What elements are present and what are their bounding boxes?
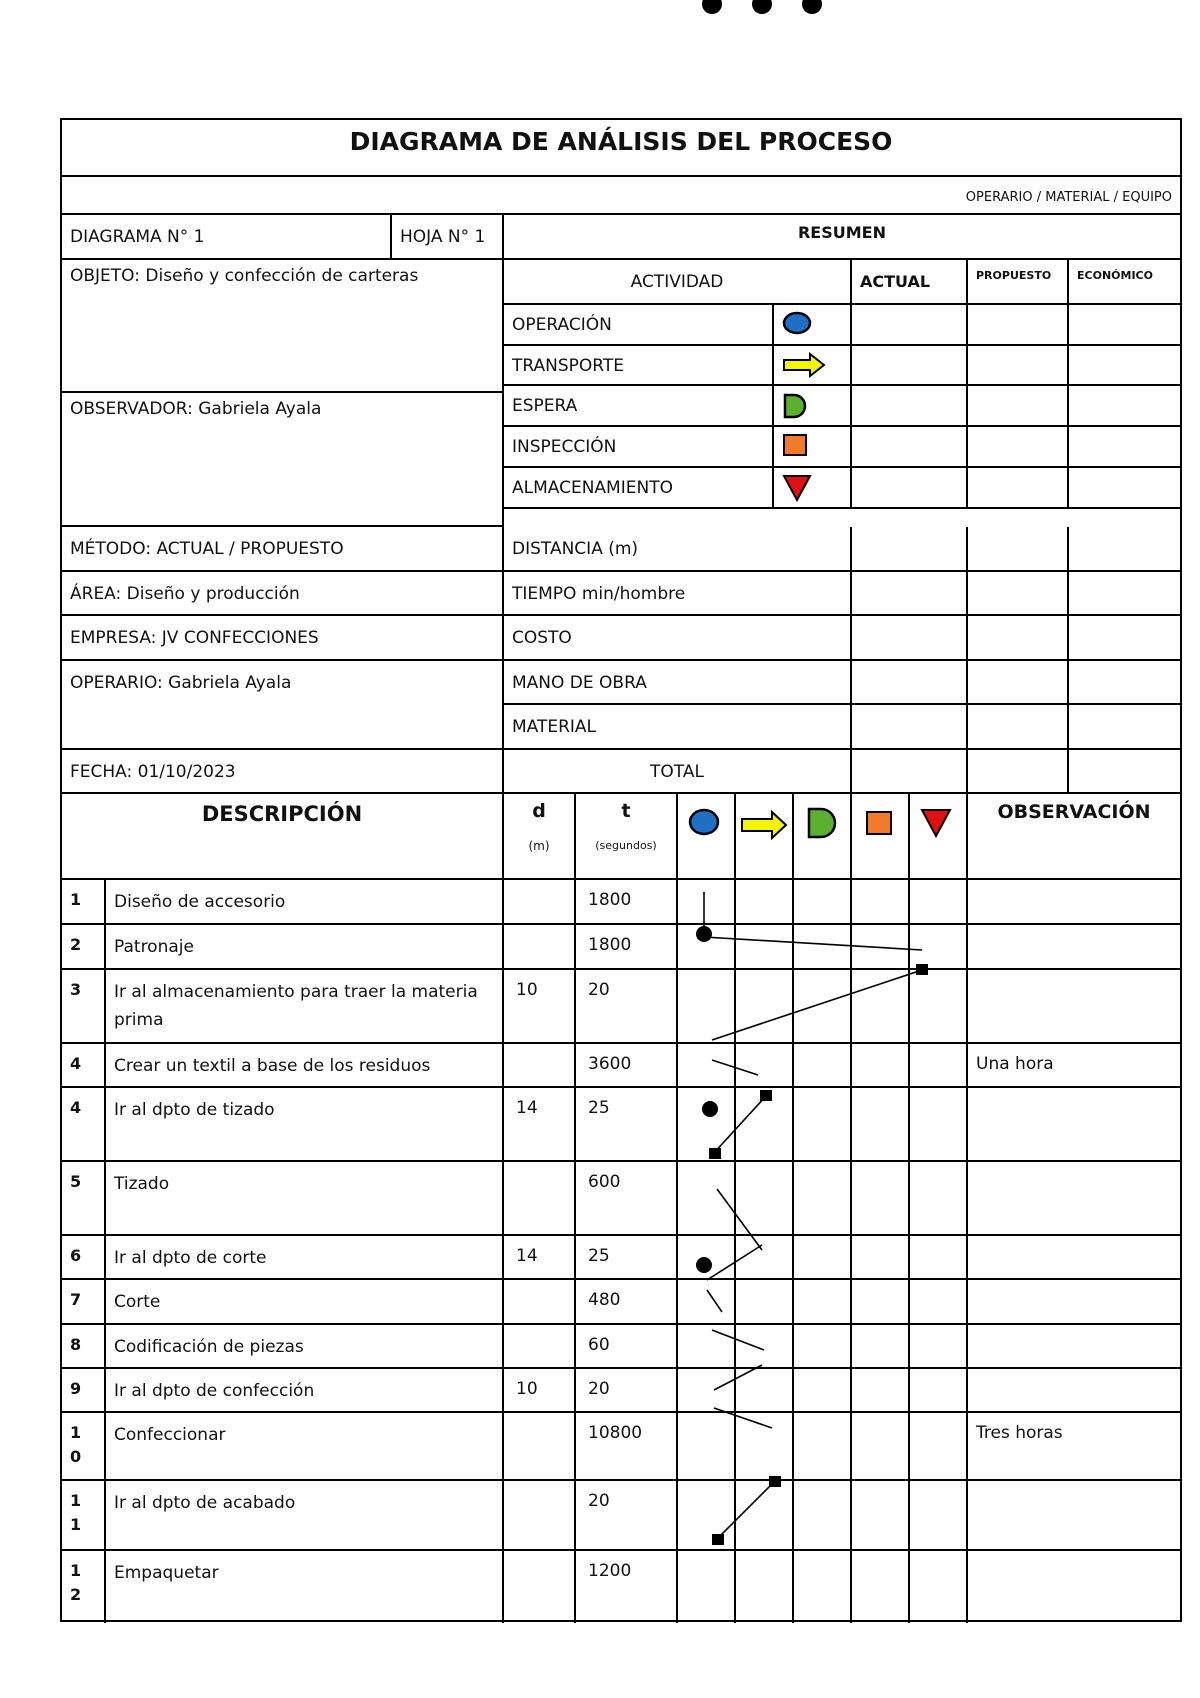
row-time: 1800 [576,880,678,925]
metric-economic-cell [1069,616,1180,661]
metric-actual-cell [852,705,968,750]
row-symbol-cell [910,1481,968,1551]
operation-icon [782,311,814,337]
row-number: 1 1 [62,1481,106,1551]
row-time: 25 [576,1088,678,1162]
row-description: Confeccionar [106,1413,504,1481]
row-description: Ir al dpto de confección [106,1369,504,1413]
row-number: 1 0 [62,1413,106,1481]
activity-actual-cell [852,346,968,386]
row-number: 4 [62,1044,106,1088]
row-observation [968,1551,1180,1623]
row-symbol-cell [910,1325,968,1369]
row-symbol-cell [678,1325,736,1369]
activity-label: ALMACENAMIENTO [504,468,774,509]
row-distance [504,880,576,925]
row-symbol-cell [678,1413,736,1481]
activity-actual-cell [852,305,968,346]
process-analysis-sheet [60,118,1182,1622]
row-distance [504,1044,576,1088]
operation-icon [688,808,724,838]
transport-column-header [736,794,794,880]
row-observation [968,970,1180,1044]
row-distance: 14 [504,1236,576,1280]
row-description: Corte [106,1280,504,1325]
row-symbol-cell [678,1236,736,1280]
row-symbol-cell [910,925,968,970]
row-observation [968,1481,1180,1551]
metric-label: COSTO [504,616,852,661]
total-economic-cell [1069,750,1180,794]
row-observation [968,925,1180,970]
metric-label: MATERIAL [504,705,852,750]
row-distance [504,1280,576,1325]
row-symbol-cell [794,1551,852,1623]
row-symbol-cell [794,1481,852,1551]
wait-d-icon [806,806,840,840]
time-unit: (segundos) [595,839,657,852]
row-description: Tizado [106,1162,504,1236]
metric-proposed-cell [968,527,1069,572]
row-symbol-cell [910,1236,968,1280]
row-symbol-cell [910,1413,968,1481]
row-symbol-cell [736,1481,794,1551]
row-time: 10800 [576,1413,678,1481]
row-symbol-cell [736,880,794,925]
row-observation [968,1088,1180,1162]
row-observation [968,880,1180,925]
observer-field: OBSERVADOR: Gabriela Ayala [62,393,504,527]
activity-symbol-cell [774,305,852,346]
row-symbol-cell [794,1162,852,1236]
activity-label: INSPECCIÓN [504,427,774,468]
activity-proposed-cell [968,305,1069,346]
row-symbol-cell [852,1551,910,1623]
activity-proposed-cell [968,346,1069,386]
row-time: 60 [576,1325,678,1369]
row-symbol-cell [736,1369,794,1413]
distance-header [504,794,576,880]
row-description: Diseño de accesorio [106,880,504,925]
row-symbol-cell [910,1280,968,1325]
row-description: Crear un textil a base de los residuos [106,1044,504,1088]
row-number: 3 [62,970,106,1044]
company-field: EMPRESA: JV CONFECCIONES [62,616,504,661]
row-symbol-cell [910,1088,968,1162]
row-symbol-cell [794,1325,852,1369]
row-description: Ir al dpto de tizado [106,1088,504,1162]
row-symbol-cell [852,1236,910,1280]
row-time: 3600 [576,1044,678,1088]
row-symbol-cell [678,925,736,970]
row-distance: 14 [504,1088,576,1162]
metric-proposed-cell [968,661,1069,705]
storage-triangle-icon [920,808,954,838]
activity-actual-cell [852,468,968,509]
row-symbol-cell [736,970,794,1044]
row-number: 2 [62,925,106,970]
row-observation: Tres horas [968,1413,1180,1481]
row-symbol-cell [678,1481,736,1551]
row-symbol-cell [678,1044,736,1088]
row-symbol-cell [910,1551,968,1623]
row-symbol-cell [794,1413,852,1481]
activity-label: TRANSPORTE [504,346,774,386]
row-distance [504,1325,576,1369]
wait-column-header [794,794,852,880]
metric-label: TIEMPO min/hombre [504,572,852,616]
metric-proposed-cell [968,572,1069,616]
row-distance [504,1481,576,1551]
row-symbol-cell [794,1088,852,1162]
row-symbol-cell [794,1280,852,1325]
description-header: DESCRIPCIÓN [62,794,504,880]
row-observation [968,1280,1180,1325]
storage-column-header [910,794,968,880]
row-symbol-cell [852,1280,910,1325]
activity-symbol-cell [774,346,852,386]
inspection-square-icon [782,433,810,459]
row-symbol-cell [852,1413,910,1481]
metric-actual-cell [852,616,968,661]
sheet-number: HOJA N° 1 [392,215,504,260]
row-time: 25 [576,1236,678,1280]
distance-symbol: d [532,800,546,822]
row-symbol-cell [736,1162,794,1236]
proposed-header: PROPUESTO [968,260,1069,305]
activity-actual-cell [852,386,968,427]
document-subtitle: OPERARIO / MATERIAL / EQUIPO [62,177,1180,215]
metric-economic-cell [1069,661,1180,705]
storage-triangle-icon [782,474,814,502]
dot-icon [802,0,822,14]
row-distance: 10 [504,970,576,1044]
row-description: Ir al dpto de corte [106,1236,504,1280]
metric-proposed-cell [968,616,1069,661]
document-title: DIAGRAMA DE ANÁLISIS DEL PROCESO [62,120,1180,177]
activity-economic-cell [1069,468,1180,509]
inspection-column-header [852,794,910,880]
activity-symbol-cell [774,427,852,468]
object-field: OBJETO: Diseño y confección de carteras [62,260,504,393]
row-time: 600 [576,1162,678,1236]
area-field: ÁREA: Diseño y producción [62,572,504,616]
row-symbol-cell [794,1044,852,1088]
row-symbol-cell [678,1369,736,1413]
row-description: Ir al dpto de acabado [106,1481,504,1551]
row-symbol-cell [910,1162,968,1236]
row-description: Ir al almacenamiento para traer la materia prima [106,970,504,1044]
row-symbol-cell [910,880,968,925]
row-description: Codificación de piezas [106,1325,504,1369]
row-observation [968,1162,1180,1236]
row-number: 1 2 [62,1551,106,1623]
row-symbol-cell [678,970,736,1044]
row-symbol-cell [678,1088,736,1162]
total-proposed-cell [968,750,1069,794]
row-description: Patronaje [106,925,504,970]
metric-economic-cell [1069,705,1180,750]
row-symbol-cell [852,1481,910,1551]
dot-icon [702,0,722,14]
row-symbol-cell [736,925,794,970]
row-symbol-cell [852,1088,910,1162]
page-top-dots [0,0,1200,24]
row-symbol-cell [852,1162,910,1236]
row-number: 9 [62,1369,106,1413]
row-symbol-cell [794,970,852,1044]
activity-proposed-cell [968,427,1069,468]
row-symbol-cell [736,1044,794,1088]
row-symbol-cell [794,1369,852,1413]
activity-label: ESPERA [504,386,774,427]
metric-economic-cell [1069,527,1180,572]
row-distance [504,1413,576,1481]
row-time: 20 [576,1369,678,1413]
time-symbol: t [621,800,631,822]
summary-title: RESUMEN [504,215,1180,260]
diagram-number: DIAGRAMA N° 1 [62,215,392,260]
row-time: 20 [576,970,678,1044]
metric-proposed-cell [968,705,1069,750]
row-time: 1200 [576,1551,678,1623]
row-symbol-cell [736,1088,794,1162]
transport-arrow-icon [782,352,826,378]
observation-header: OBSERVACIÓN [968,794,1180,880]
metric-economic-cell [1069,572,1180,616]
row-symbol-cell [852,1369,910,1413]
row-symbol-cell [794,880,852,925]
row-distance: 10 [504,1369,576,1413]
row-symbol-cell [852,925,910,970]
row-observation [968,1325,1180,1369]
row-symbol-cell [852,1325,910,1369]
row-symbol-cell [852,880,910,925]
row-number: 6 [62,1236,106,1280]
row-symbol-cell [736,1325,794,1369]
time-header [576,794,678,880]
row-symbol-cell [794,925,852,970]
row-symbol-cell [852,970,910,1044]
row-symbol-cell [910,1369,968,1413]
total-actual-cell [852,750,968,794]
actual-header: ACTUAL [852,260,968,305]
row-number: 4 [62,1088,106,1162]
distance-unit: (m) [528,839,550,853]
row-number: 5 [62,1162,106,1236]
row-symbol-cell [678,1280,736,1325]
operation-column-header [678,794,736,880]
activity-symbol-cell [774,386,852,427]
activity-economic-cell [1069,386,1180,427]
total-label: TOTAL [504,750,852,794]
row-symbol-cell [910,970,968,1044]
row-number: 1 [62,880,106,925]
activity-economic-cell [1069,305,1180,346]
dot-icon [752,0,772,14]
row-distance [504,925,576,970]
activity-proposed-cell [968,386,1069,427]
row-time: 1800 [576,925,678,970]
metric-label: DISTANCIA (m) [504,527,852,572]
row-number: 7 [62,1280,106,1325]
method-field: MÉTODO: ACTUAL / PROPUESTO [62,527,504,572]
row-number: 8 [62,1325,106,1369]
row-distance [504,1551,576,1623]
activity-header: ACTIVIDAD [504,260,852,305]
inspection-square-icon [865,810,895,838]
activity-actual-cell [852,427,968,468]
row-symbol-cell [678,1551,736,1623]
operator-field: OPERARIO: Gabriela Ayala [62,661,504,750]
metric-label: MANO DE OBRA [504,661,852,705]
activity-proposed-cell [968,468,1069,509]
row-distance [504,1162,576,1236]
row-observation [968,1369,1180,1413]
row-symbol-cell [678,880,736,925]
row-symbol-cell [736,1413,794,1481]
metric-actual-cell [852,527,968,572]
economic-header: ECONÓMICO [1069,260,1180,305]
metric-actual-cell [852,572,968,616]
transport-arrow-icon [740,810,788,840]
row-time: 480 [576,1280,678,1325]
row-symbol-cell [736,1236,794,1280]
row-time: 20 [576,1481,678,1551]
row-observation [968,1236,1180,1280]
row-symbol-cell [794,1236,852,1280]
activity-symbol-cell [774,468,852,509]
row-symbol-cell [736,1280,794,1325]
row-symbol-cell [736,1551,794,1623]
metric-actual-cell [852,661,968,705]
row-description: Empaquetar [106,1551,504,1623]
date-field: FECHA: 01/10/2023 [62,750,504,794]
wait-d-icon [782,392,810,420]
row-symbol-cell [910,1044,968,1088]
activity-economic-cell [1069,346,1180,386]
activity-label: OPERACIÓN [504,305,774,346]
row-symbol-cell [852,1044,910,1088]
row-observation: Una hora [968,1044,1180,1088]
row-symbol-cell [678,1162,736,1236]
activity-economic-cell [1069,427,1180,468]
